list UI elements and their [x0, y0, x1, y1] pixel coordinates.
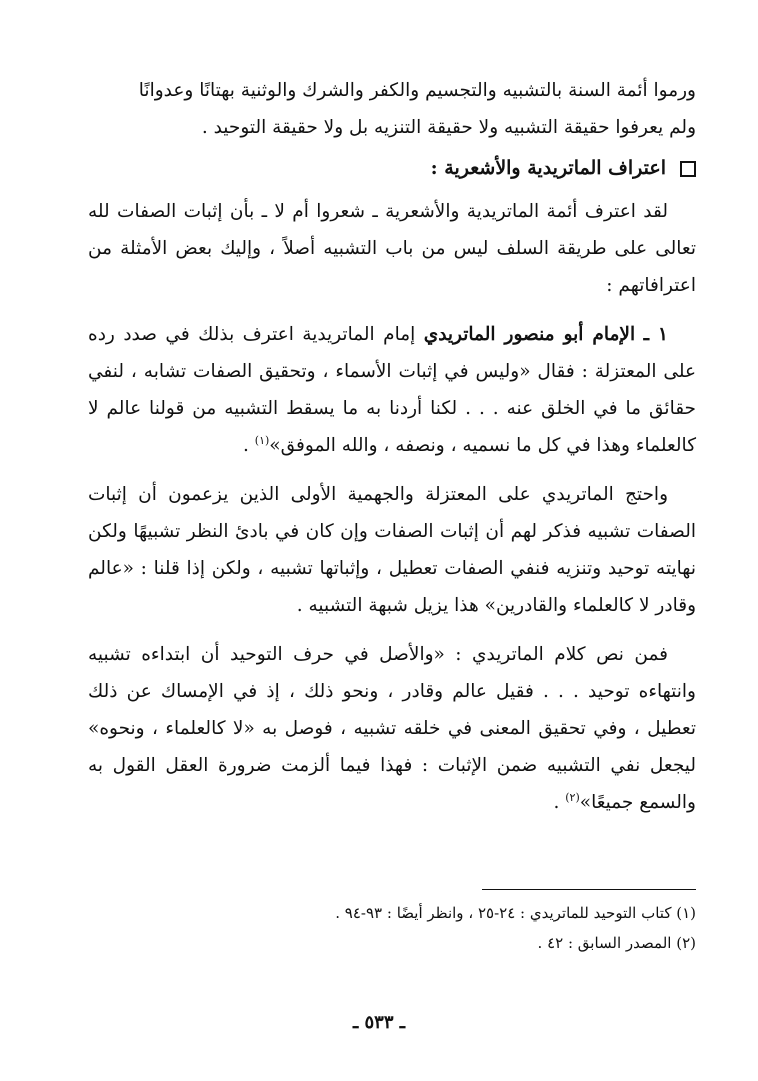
item-1-name: الإمام أبو منصور الماتريدي	[423, 324, 636, 345]
checkbox-icon	[680, 161, 696, 177]
intro-line-1: ورموا أئمة السنة بالتشبيه والتجسيم والكفر والشرك والوثنية بهتانًا وعدوانًا	[138, 80, 696, 101]
item-1-number: ١ ـ	[643, 324, 668, 345]
footnote-1: (١) كتاب التوحيد للماتريدي : ٢٤-٢٥ ، وانظر أيضًا : ٩٣-٩٤ .	[335, 904, 696, 922]
section-heading	[88, 150, 696, 187]
footnotes	[88, 898, 696, 958]
paragraph-1: لقد اعترف أئمة الماتريدية والأشعرية ـ شعروا أم لا ـ بأن إثبات الصفات لله تعالى على طريقة السلف ليس من باب التشبيه أصلاً ، وإليك بعض الأمثلة من اعترافاتهم :	[88, 201, 696, 296]
main-text	[88, 72, 696, 821]
paragraph-item-1	[88, 316, 696, 464]
paragraph-2: واحتج الماتريدي على المعتزلة والجهمية الأولى الذين يزعمون أن إثبات الصفات تشبيه فذكر لهم أن إثبات الصفات وإن كان في بادئ النظر تشبيهًا ولكن نهايته توحيد وتنزيه فنفي الصفات تعطيل ، وإثباتها تشبيه ، ولكن إذا قلنا : «عالم وقادر لا كالعلماء والقادرين» هذا يزيل شبهة التشبيه .	[88, 484, 696, 616]
intro-line-2: ولم يعرفوا حقيقة التشبيه ولا حقيقة التنزيه بل ولا حقيقة التوحيد .	[201, 117, 696, 138]
footnote-ref-1: (١)	[254, 433, 270, 447]
paragraph-3-end: .	[553, 792, 566, 813]
footnote-divider	[482, 889, 696, 890]
item-1-text: إمام الماتريدية اعترف بذلك في صدد رده على المعتزلة : فقال «وليس في إثبات الأسماء ، وتحقيق الصفات تشابه ، لنفي حقائق ما في الخلق عنه . . . لكنا أردنا به ما يسقط التشبيه من قولنا عالم لا كالعلماء وهذا في كل ما نسميه ، ونصفه ، والله الموفق»	[88, 324, 696, 456]
paragraph-3-text: فمن نص كلام الماتريدي : «والأصل في حرف التوحيد أن ابتداءه تشبيه وانتهاءه توحيد . . . فقيل عالم وقادر ، ونحو ذلك ، إذ في الإمساك عن ذلك تعطيل ، وفي تحقيق المعنى في خلقه تشبيه ، فوصل به «لا كالعلماء ، ونحوه» ليجعل نفي التشبيه ضمن الإثبات : فهذا فيما ألزمت ضرورة العقل القول به والسمع جميعًا»	[88, 644, 696, 813]
footnote-ref-2: (٢)	[565, 790, 580, 804]
page-number: ـ ٥٣٣ ـ	[352, 1012, 406, 1033]
footnote-2: (٢) المصدر السابق : ٤٢ .	[537, 934, 696, 952]
paragraph-3	[88, 636, 696, 821]
section-heading-text: اعتراف الماتريدية والأشعرية :	[430, 157, 666, 179]
item-1-end: .	[243, 435, 255, 456]
